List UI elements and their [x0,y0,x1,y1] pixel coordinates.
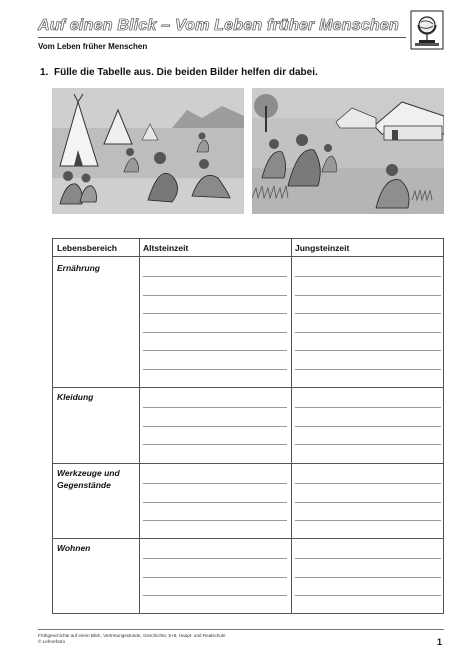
writing-line [143,577,287,578]
writing-line [295,483,441,484]
writing-line [295,407,441,408]
writing-line [143,369,287,370]
subtitle: Vom Leben früher Menschen [38,42,148,51]
header-rule [38,37,406,38]
footer-line-2: © Lehrerbüro [38,639,66,644]
task-instruction [40,67,318,78]
footer-rule [38,629,444,630]
writing-line [295,369,441,370]
globe-stand-icon [410,10,444,50]
writing-line [295,520,441,521]
writing-line [143,502,287,503]
illustration-new-stone-age [252,88,444,214]
writing-line [143,276,287,277]
stone-age-table [52,238,444,614]
writing-line [143,444,287,445]
writing-line [295,295,441,296]
writing-line [295,577,441,578]
writing-line [143,520,287,521]
writing-line [143,558,287,559]
footer-credits [38,633,226,645]
header-title: Auf einen Blick – Vom Leben früher Menschen [38,17,399,34]
row-divider [53,387,443,388]
writing-line [295,350,441,351]
task-text: Fülle die Tabelle aus. Die beiden Bilder helfen dir dabei. [54,67,318,78]
writing-line [295,426,441,427]
writing-line [143,595,287,596]
writing-line [143,426,287,427]
writing-line [295,444,441,445]
row-label-wohnen: Wohnen [57,543,91,553]
row-label-kleidung: Kleidung [57,392,94,402]
writing-line [295,276,441,277]
writing-line [143,332,287,333]
footer-line-1: Frühgeschichte auf einen Blick, Vertretungsstunde, Geschichte, 5+6, Haupt- und Realschule [38,633,226,638]
task-number: 1. [40,67,49,78]
row-divider [53,463,443,464]
writing-line [295,595,441,596]
row-label-werkzeuge: Werkzeuge und Gegenstände [57,468,120,490]
header-jungsteinzeit: Jungsteinzeit [295,243,350,253]
column-divider [139,239,140,613]
illustration-old-stone-age [52,88,244,214]
header-altsteinzeit: Altsteinzeit [143,243,189,253]
page-number: 1 [437,637,443,647]
writing-line [295,558,441,559]
row-label-ernaehrung: Ernährung [57,263,100,273]
writing-line [143,313,287,314]
header-row-divider [53,256,443,257]
writing-line [143,483,287,484]
writing-line [295,502,441,503]
writing-line [143,407,287,408]
writing-line [295,313,441,314]
writing-line [295,332,441,333]
column-divider [291,239,292,613]
writing-line [143,295,287,296]
row-divider [53,538,443,539]
header-lebensbereich: Lebensbereich [57,243,117,253]
writing-line [143,350,287,351]
